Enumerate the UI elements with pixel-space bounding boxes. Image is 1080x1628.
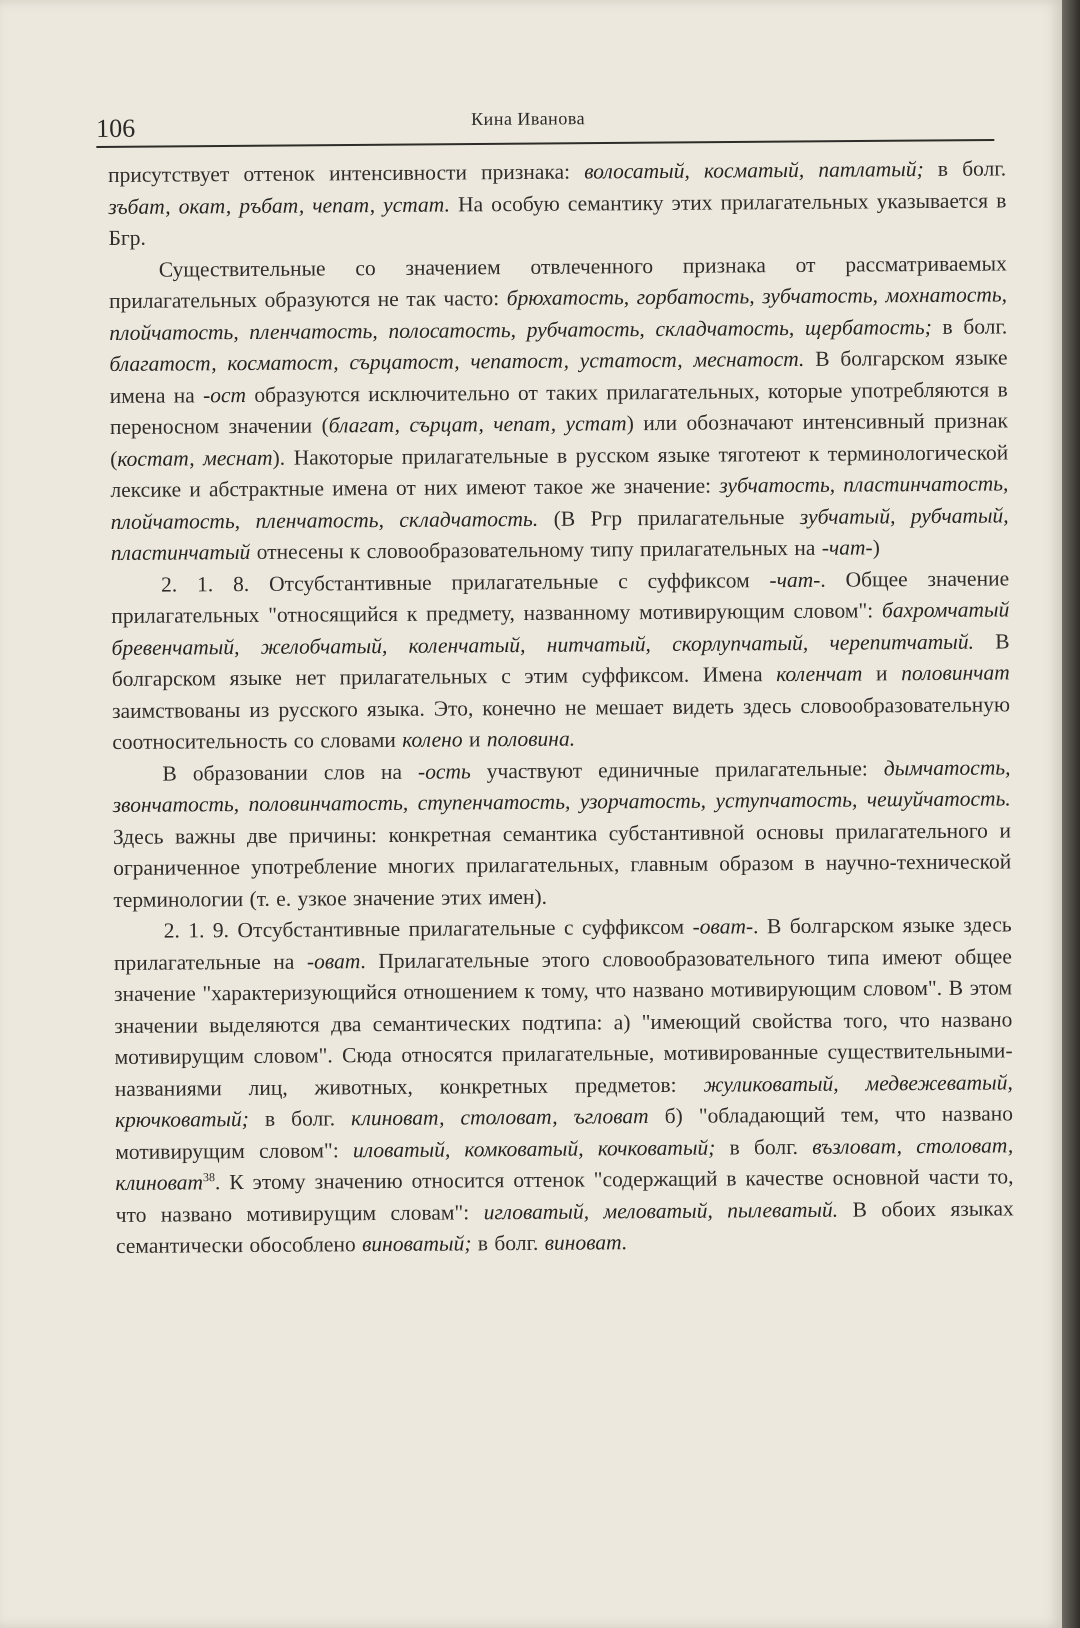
text-run: и xyxy=(462,727,487,752)
paragraph xyxy=(111,563,1010,759)
italic-example: благат, сърцат, чепат, устат xyxy=(328,411,627,438)
text-run: (В Ргр прилагательные xyxy=(538,504,800,531)
text-run: Существительные со значением отвлеченного признака от рассматриваемых прилагательных образуются не так часто: xyxy=(108,250,1007,313)
italic-example: коленчат xyxy=(776,661,863,687)
italic-example: половина. xyxy=(486,726,576,752)
italic-example: зубчатость, пластинчатость, плойчатость, пленчатость, складчатость. xyxy=(110,471,1009,534)
text-run: В обоих языках семантически обособлено xyxy=(115,1195,1014,1258)
italic-example: -оват- xyxy=(692,914,754,939)
text-run: б) "обладающий тем, что названо мотивирущим словом": xyxy=(115,1101,1014,1164)
paragraph xyxy=(114,909,1015,1262)
body-text xyxy=(108,153,1014,1262)
italic-example: -ость xyxy=(417,758,471,784)
italic-example: виноватый; xyxy=(361,1231,472,1257)
italic-example: дымчатость, звончатость, половинчатость, ступенчатость, узорчатость, уступчатость, чешуйчатость. xyxy=(112,754,1011,817)
text-run: Здесь важны две причины: конкретная семантика субстантивной основы прилагательного и ограниченное употребление многих прилагательных, главным образом в научно-технической терминологии (т. е. узкое значение этих имен). xyxy=(112,817,1012,912)
text-run: ) или обозначают интенсивный признак ( xyxy=(110,408,1009,471)
text-run: На особую семантику этих прилагательных указывается в Бгр. xyxy=(108,187,1007,250)
page-number: 106 xyxy=(96,113,136,143)
text-run: 2. 1. 8. Отсубстантивные прилагательные с суффиксом xyxy=(161,567,770,597)
footnote-marker: 38 xyxy=(202,1170,216,1185)
text-run: В болгарском языке нет прилагательных с этим суффиксом. Имена xyxy=(111,628,1010,691)
italic-example: благатост, косматост, сърцатост, чепатост, устатост, меснатост. xyxy=(109,346,805,376)
paragraph xyxy=(109,248,1009,570)
italic-example: брюхатость, горбатость, зубчатость, мохнатость, плойчатость, пленчатость, полосатость, рубчатость, складчатость, щербатость; xyxy=(109,282,1008,345)
text-run: образуются исключительно от таких прилагательных, которые употребляются в переносном значении ( xyxy=(109,376,1008,439)
italic-example: косmат, меснат xyxy=(117,445,273,471)
text-run: В образовании слов на xyxy=(162,759,419,786)
page-header xyxy=(96,97,994,148)
text-run: участвуют единичные прилагательные: xyxy=(470,755,884,783)
text-run: в болг. xyxy=(715,1134,813,1160)
text-run: в болг. xyxy=(248,1106,352,1131)
italic-example: половинчат xyxy=(901,660,1010,686)
text-run: . Общее значение прилагательных "относящийся к предмету, названному мотивирующим словом": xyxy=(111,565,1010,628)
italic-example: -ост xyxy=(202,382,247,407)
text-run: 2. 1. 9. Отсубстантивные прилагательные с суффиксом xyxy=(163,914,693,943)
italic-example: -чат- xyxy=(769,567,821,592)
text-run: . В болгарском языке здесь прилагательные на xyxy=(113,912,1012,975)
text-run: присутствует оттенок интенсивности признака: xyxy=(108,159,585,187)
text-run: отнесены к словообразовательному типу прилагательных на xyxy=(250,535,822,564)
paragraph xyxy=(108,153,1007,254)
italic-example: волосатый, косматый, патлатый; xyxy=(584,157,924,184)
italic-example: клиноват, столоват, ъгловат xyxy=(350,1104,649,1131)
text-run: в болг. xyxy=(471,1230,545,1256)
text-run: в болг. xyxy=(931,313,1008,339)
paragraph xyxy=(112,752,1011,916)
italic-example: жуликоватый, медвежеватый, крючковатый; xyxy=(114,1069,1013,1132)
text-run: и xyxy=(862,661,902,686)
italic-example: зъбат, окат, ръбат, чепат, устат. xyxy=(108,191,450,219)
text-run: . К этому значению относится оттенок "содержащий в качестве основной части то, что названо мотивирущим словам": xyxy=(115,1164,1014,1227)
page-edge-shadow xyxy=(1062,0,1080,1628)
italic-example: колено xyxy=(402,727,463,752)
text-run: ). Накоторые прилагательные в русском языке тяготеют к терминологической лексике и абстрактные имена от них имеют такое же значение: xyxy=(110,439,1009,502)
italic-example: виноват. xyxy=(544,1230,628,1255)
running-head-author: Кина Иванова xyxy=(471,108,586,130)
text-run: . Прилагательные этого словообразовательного типа имеют общее значение "характеризующийся отношением к тому, что названо мотивирующим словом". В этом значении выделяются два семантических подтипа: а) "имеющий свойства того, что названо мотивирущим словом". Сюда относятся прилагательные, мотивированные существительными-названиями лиц, животных, конкретных предметов: xyxy=(114,943,1013,1101)
header-rule xyxy=(96,139,994,148)
italic-example: бахромчатый бревенчатый, желобчатый, коленчатый, нитчатый, скорлупчатый, черепитчатый. xyxy=(111,597,1010,660)
italic-example: игловатый, меловатый, пылеватый. xyxy=(483,1197,839,1224)
text-run: заимствованы из русского языка. Это, конечно не мешает видеть здесь словообразовательную соотносительность со словами xyxy=(111,691,1011,754)
italic-example: -оват xyxy=(306,948,361,974)
italic-example: възловат, столоват, клиноват xyxy=(115,1132,1014,1195)
text-run: В болгарском языке имена на xyxy=(109,345,1008,408)
text-run: в болг. xyxy=(923,156,1007,182)
text-run: ) xyxy=(872,535,880,560)
italic-example: -чат- xyxy=(821,535,873,560)
italic-example: иловатый, комковатый, кочковатый; xyxy=(352,1135,716,1162)
italic-example: зубчатый, рубчатый, пластинчатый xyxy=(110,502,1009,565)
